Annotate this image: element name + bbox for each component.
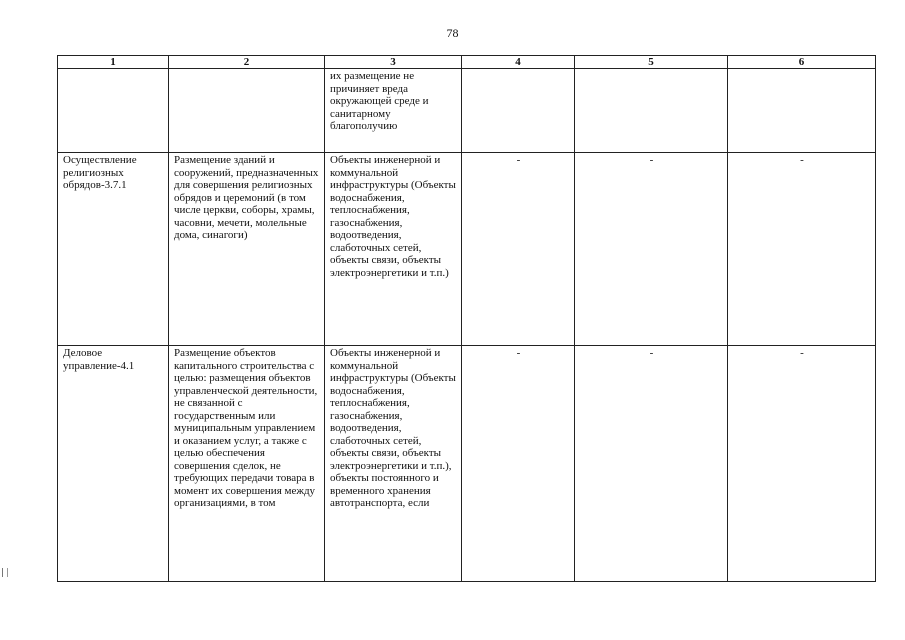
cell-col4: - [462,346,575,582]
cell-col4 [462,69,575,153]
column-header-2: 2 [169,56,325,69]
cell-auxiliary-uses: Объекты инженерной и коммунальной инфраструктуры (Объекты водоснабжения, теплоснабжения, газоснабжения, водоотведения, слаботочных сетей, объекты связи, объекты электроэнергетики и т.п.) [325,153,462,346]
table-header-row [58,56,876,69]
table-row [58,153,876,346]
table-row [58,69,876,153]
table-row [58,346,876,582]
column-header-3: 3 [325,56,462,69]
cell-use-type: Осуществление религиозных обрядов-3.7.1 [58,153,169,346]
cell-auxiliary-uses: их размещение не причиняет вреда окружающей среде и санитарному благополучию [325,69,462,153]
cell-description [169,69,325,153]
cell-col4: - [462,153,575,346]
column-header-5: 5 [575,56,728,69]
column-header-1: 1 [58,56,169,69]
cell-use-type: Деловое управление-4.1 [58,346,169,582]
column-header-4: 4 [462,56,575,69]
cell-description: Размещение зданий и сооружений, предназначенных для совершения религиозных обрядов и церемоний (в том числе церкви, соборы, храмы, часовни, мечети, молельные дома, синагоги) [169,153,325,346]
cell-col5: - [575,346,728,582]
cell-description: Размещение объектов капитального строительства с целью: размещения объектов управленческой деятельности, не связанной с государственным или муниципальным управлением и оказанием услуг, а также с целью обеспечения совершения сделок, не требующих передачи товара в момент их совершения между организациями, в том [169,346,325,582]
cell-col6: - [728,346,876,582]
cell-col5: - [575,153,728,346]
cell-auxiliary-uses: Объекты инженерной и коммунальной инфраструктуры (Объекты водоснабжения, теплоснабжения, газоснабжения, водоотведения, слаботочных сетей, объекты связи, объекты электроэнергетики и т.п.), объекты постоянного и временного хранения автотранспорта, если [325,346,462,582]
cell-col6: - [728,153,876,346]
cell-use-type [58,69,169,153]
cell-col5 [575,69,728,153]
cell-col6 [728,69,876,153]
column-header-6: 6 [728,56,876,69]
margin-mark [2,568,8,577]
land-use-table [57,55,876,582]
page-number: 78 [446,26,459,40]
